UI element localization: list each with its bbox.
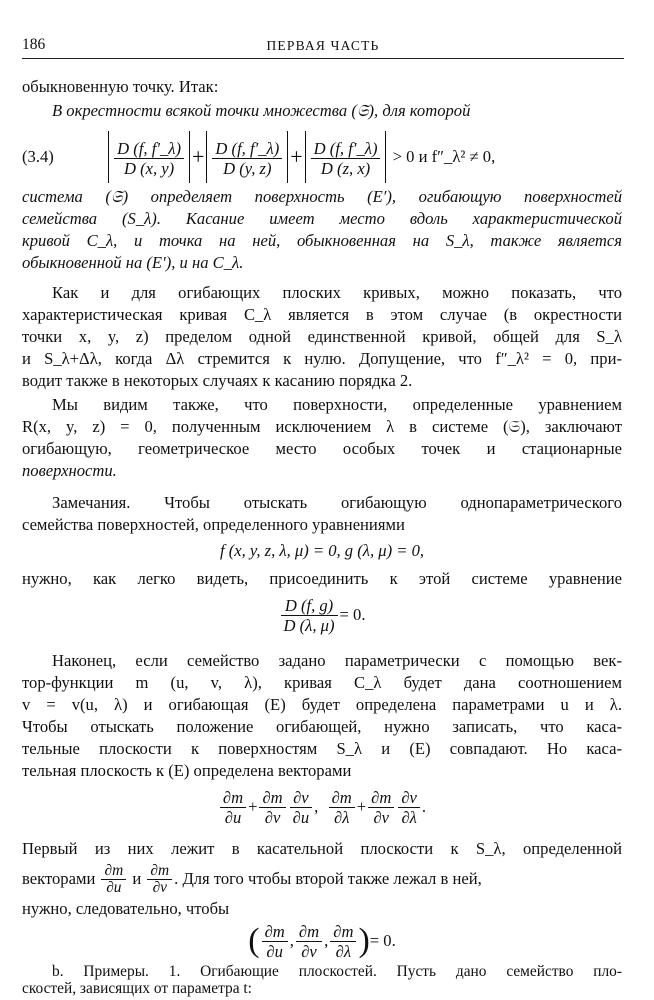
running-title: ПЕРВАЯ ЧАСТЬ: [266, 38, 380, 53]
paragraph-line: Первый из них лежит в касательной плоскости к S_λ, определенной: [22, 839, 622, 858]
remarks-heading-line: Замечания. Чтобы отыскать огибающую однопараметрического: [52, 493, 622, 512]
paragraph-line: скостей, зависящих от параметра t:: [22, 980, 252, 997]
paragraph-line: Наконец, если семейство задано параметрически с помощью век-: [52, 651, 622, 670]
jacobian-term-2: [206, 131, 288, 183]
paragraph-line: тор-функции m (u, v, λ), кривая C_λ будет дана соотношением: [22, 673, 622, 692]
jacobian-denominator: D (y, z): [223, 158, 272, 178]
jacobian-denominator: D (z, x): [320, 158, 371, 178]
paragraph-line: водит также в некоторых случаях к касанию порядка 2.: [22, 371, 413, 390]
fraction-numerator: ∂m: [262, 922, 288, 942]
fraction-denominator: ∂λ: [401, 807, 417, 827]
fraction-numerator: ∂v: [290, 788, 313, 808]
fraction-numerator: ∂m: [147, 863, 172, 880]
theorem-text: кривой C_λ, и точка на ней, обыкновенная на S_λ, также является: [22, 231, 622, 250]
fraction-numerator: ∂m: [259, 788, 285, 808]
page-header: [22, 34, 624, 59]
fraction-numerator: ∂m: [368, 788, 394, 808]
fraction-denominator: ∂u: [292, 807, 310, 827]
fraction-denominator: D (λ, μ): [283, 615, 335, 635]
fraction-numerator: D (f, g): [281, 596, 338, 616]
fraction-denominator: ∂v: [301, 941, 317, 961]
equation-system: f (x, y, z, λ, μ) = 0, g (λ, μ) = 0,: [219, 541, 425, 560]
paragraph-line: Чтобы отыскать положение огибающей, нужно записать, что каса-: [22, 717, 622, 736]
fraction-numerator: ∂m: [330, 922, 356, 942]
paragraph-line: тельная плоскость к (E) определена векторами: [22, 761, 352, 780]
jacobian-denominator: D (x, y): [123, 158, 175, 178]
fraction-denominator: ∂λ: [335, 941, 352, 961]
fraction-denominator: ∂u: [224, 807, 242, 827]
equation-label: (3.4): [22, 147, 54, 167]
text-fragment: векторами: [22, 869, 96, 889]
theorem-text: система (𝔖) определяет поверхность (E′), огибающую поверхностей: [22, 187, 622, 206]
paragraph-line: семейства поверхностей, определенного уравнениями: [22, 515, 405, 534]
fraction-numerator: ∂v: [398, 788, 420, 808]
jacobian-term-1: [108, 131, 190, 183]
fraction-numerator: ∂m: [101, 863, 126, 880]
fraction-denominator: ∂u: [266, 941, 283, 961]
paragraph-line: Как и для огибающих плоских кривых, можно показать, что: [52, 283, 622, 302]
equation-rhs: = 0.: [339, 605, 366, 625]
paragraph-line: Мы видим также, что поверхности, определенные уравнением: [52, 395, 622, 414]
jacobian-term-3: [305, 131, 387, 183]
equation-condition: > 0 и f″_λ² ≠ 0,: [392, 147, 496, 167]
theorem-text: обыкновенной на (E′), и на C_λ.: [22, 253, 244, 272]
paragraph-line: тельные плоскости к поверхностям S_λ и (E) совпадают. Но каса-: [22, 739, 622, 758]
paragraph-line: v = v(u, λ) и огибающая (E) будет определена параметрами u и λ.: [22, 695, 622, 714]
fraction-numerator: ∂m: [296, 922, 322, 942]
fraction-denominator: ∂v: [264, 807, 281, 827]
paragraph-line: и S_λ+Δλ, когда Δλ стремится к нулю. Допущение, что f″_λ² = 0, при-: [22, 349, 622, 368]
paragraph-line: характеристическая кривая C_λ является в этом случае (в окрестности: [22, 305, 622, 324]
page-number: 186: [22, 36, 46, 53]
paragraph-line: точки x, y, z) пределом одной единственной кривой, общей для S_λ: [22, 327, 622, 346]
jacobian-numerator: D (f, f′_λ): [311, 139, 381, 159]
fraction-numerator: ∂m: [329, 788, 355, 808]
jacobian-numerator: D (f, f′_λ): [114, 139, 184, 159]
fraction-numerator: ∂m: [220, 788, 246, 808]
jacobian-equation: [22, 592, 622, 636]
paragraph-line: огибающую, геометрическое место особых точек и стационарные: [22, 439, 622, 458]
fraction-denominator: ∂λ: [334, 807, 350, 827]
equation-rhs: = 0.: [369, 931, 396, 951]
text-line: обыкновенную точку. Итак:: [22, 77, 219, 96]
theorem-intro: В окрестности всякой точки множества (𝔖), для которой: [52, 101, 471, 120]
text-fragment: и: [132, 869, 142, 889]
tangent-vectors-equation: $\frac{\partial m}{\partial u}$ + $\frac{\partial m}{\partial v}$ $\frac{\partial v}{\partial u}$ , $\frac{\partial m}{\partial\lambda}$ + $\frac{\partial m}{\partial v}$ $\frac{\partial v}{\partial\lambda}$ .: [22, 784, 622, 828]
fraction-denominator: ∂u: [106, 878, 122, 896]
jacobian-numerator: D (f, f′_λ): [212, 139, 282, 159]
paragraph-line: нужно, следовательно, чтобы: [22, 899, 230, 918]
fraction-denominator: ∂v: [152, 878, 167, 896]
paragraph-line: [22, 860, 622, 896]
paragraph-line: поверхности.: [22, 461, 117, 480]
paragraph-line: R(x, y, z) = 0, полученным исключением λ в системе (𝔖), заключают: [22, 417, 622, 436]
coplanarity-equation: ( $\frac{\partial m}{\partial u}$ , $\frac{\partial m}{\partial v}$ , $\frac{\partial m}{\partial\lambda}$ )= 0.: [248, 921, 396, 961]
text-fragment: . Для того чтобы второй также лежал в ней,: [174, 869, 482, 889]
fraction-denominator: ∂v: [373, 807, 390, 827]
theorem-text: семейства (S_λ). Касание имеет место вдоль характеристической: [22, 209, 622, 228]
examples-line: b. Примеры. 1. Огибающие плоскостей. Пусть дано семейство пло-: [52, 963, 622, 980]
equation-3-4: (3.4) $\frac{D (f, f'\_\lambda)}{D (x, y)}$ + $\frac{D (f, f'\_\lambda)}{D (y, z)}$ + $\frac{D (f, f'\_\lambda)}{D (z, x)}$ > 0 и f″_λ² ≠ 0,: [22, 130, 622, 182]
paragraph-line: нужно, как легко видеть, присоединить к этой системе уравнение: [22, 569, 622, 588]
